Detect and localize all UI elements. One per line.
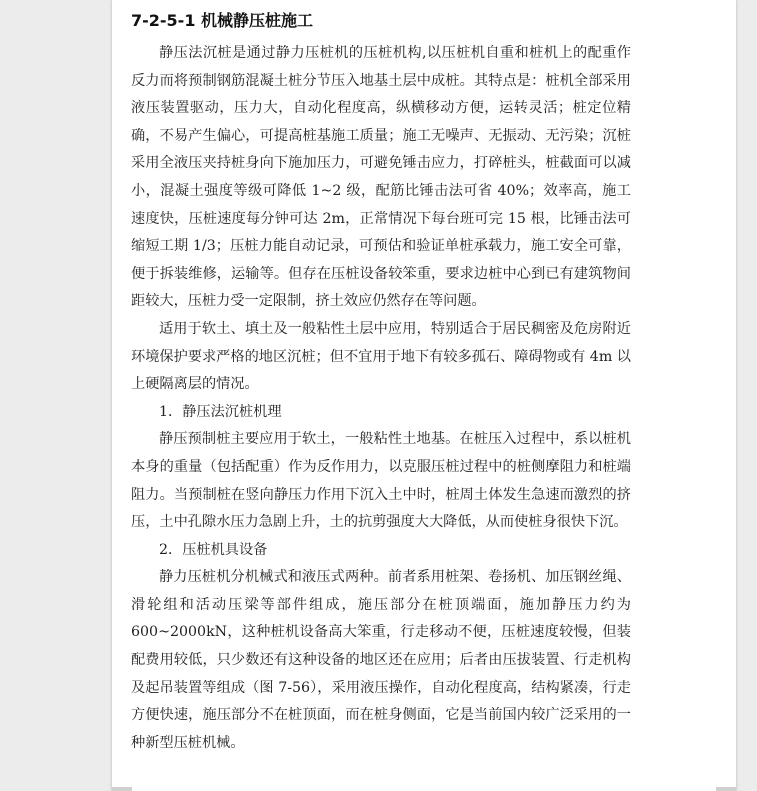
paragraph-equipment: 静力压桩机分机械式和液压式两种。前者系用桩架、卷扬机、加压钢丝绳、滑轮组和活动压梁等部件组成，施压部分在桩顶端面，施加静压力约为 600~2000kN，这种桩机设备高大笨重，行走移动不便，压桩速度较慢，但装配费用较低，只少数还有这种设备的地区还在应用；后者由压拔装置、行走机构及起吊装置等组成（图 7-56），采用液压操作，自动化程度高，结构紧凑，行走方便快速，施压部分不在桩顶面，而在桩身侧面，它是当前国内较广泛采用的一种新型压桩机械。 [131, 569, 631, 751]
subheading-equipment: 2．压桩机具设备 [159, 541, 268, 558]
subheading-mechanism: 1．静压法沉桩机理 [159, 403, 282, 420]
section-heading: 7-2-5-1 机械静压桩施工 [131, 11, 314, 30]
document-body [131, 40, 631, 757]
page-edge-marker-left [112, 787, 132, 791]
paragraph-applicability: 适用于软土、填土及一般粘性土层中应用，特别适合于居民稠密及危房附近环境保护要求严格的地区沉桩；但不宜用于地下有较多孤石、障碍物或有 4m 以上硬隔离层的情况。 [131, 320, 631, 393]
paragraph-mechanism: 静压预制桩主要应用于软土，一般粘性土地基。在桩压入过程中，系以桩机本身的重量（包括配重）作为反作用力，以克服压桩过程中的桩侧摩阻力和桩端阻力。当预制桩在竖向静压力作用下沉入土中时，桩周土体发生急速而激烈的挤压，土中孔隙水压力急剧上升，土的抗剪强度大大降低，从而使桩身很快下沉。 [131, 431, 631, 531]
page-edge-marker-right [716, 787, 736, 791]
document-page [112, 0, 736, 791]
paragraph-intro: 静压法沉桩是通过静力压桩机的压桩机构,以压桩机自重和桩机上的配重作反力而将预制钢筋混凝土桩分节压入地基土层中成桩。其特点是：桩机全部采用液压装置驱动，压力大，自动化程度高，纵横移动方便，运转灵活；桩定位精确，不易产生偏心，可提高桩基施工质量；施工无噪声、无振动、无污染；沉桩采用全液压夹持桩身向下施加压力，可避免锤击应力，打碎桩头，桩截面可以减小，混凝土强度等级可降低 1~2 级，配筋比锤击法可省 40%；效率高，施工速度快，压桩速度每分钟可达 2m，正常情况下每台班可完 15 根，比锤击法可缩短工期 1/3；压桩力能自动记录，可预估和验证单桩承载力，施工安全可靠，便于拆装维修，运输等。但存在压桩设备较笨重，要求边桩中心到已有建筑物间距较大，压桩力受一定限制，挤土效应仍然存在等问题。 [131, 45, 631, 310]
